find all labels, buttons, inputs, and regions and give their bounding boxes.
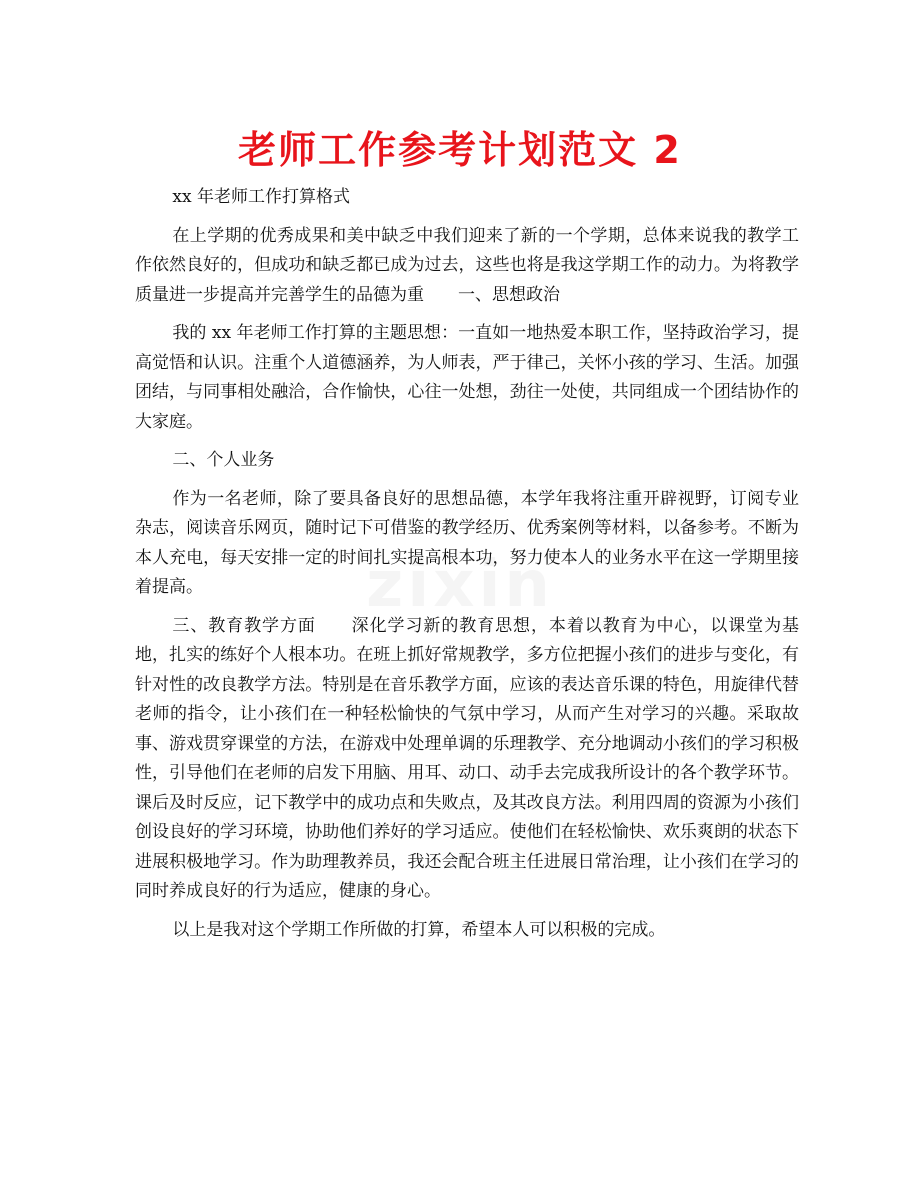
paragraph-teaching: 三、教育教学方面 深化学习新的教育思想，本着以教育为中心，以课堂为基地，扎实的练好个人根本功。在班上抓好常规教学，多方位把握小孩们的进步与变化，有针对性的改良教学方法。特别是在音乐教学方面，应该的表达音乐课的特色，用旋律代替老师的指令，让小孩们在一种轻松愉快的气氛中学习，从而产生对学习的兴趣。采取故事、游戏贯穿课堂的方法，在游戏中处理单调的乐理教学、充分地调动小孩们的学习积极性，引导他们在老师的启发下用脑、用耳、动口、动手去完成我所设计的各个教学环节。课后及时反应，记下教学中的成功点和失败点，及其改良方法。利用四周的资源为小孩们创设良好的学习环境，协助他们养好的学习适应。使他们在轻松愉快、欢乐爽朗的状态下进展积极地学习。作为助理教养员，我还会配合班主任进展日常治理，让小孩们在学习的同时养成良好的行为适应，健康的身心。: [135, 615, 799, 901]
section-heading-personal-business: 二、个人业务: [172, 450, 275, 470]
paragraph-conclusion: 以上是我对这个学期工作所做的打算，希望本人可以积极的完成。: [172, 919, 666, 940]
paragraph-format-heading: xx 年老师工作打算格式: [172, 187, 350, 207]
document-body: [135, 183, 799, 954]
paragraph-ideology: 我的 xx 年老师工作打算的主题思想：一直如一地热爱本职工作，坚持政治学习，提高觉悟和认识。注重个人道德涵养，为人师表，严于律己，关怀小孩的学习、生活。加强团结，与同事相处融洽，合作愉快，心往一处想，劲往一处使，共同组成一个团结协作的大家庭。: [135, 323, 799, 432]
paragraph-intro: 在上学期的优秀成果和美中缺乏中我们迎来了新的一个学期，总体来说我的教学工作依然良好的，但成功和缺乏都已成为过去，这些也将是我这学期工作的动力。为将教学质量进一步提高并完善学生的品德为重 一、思想政治: [135, 225, 799, 305]
paragraph-personal-business: 作为一名老师，除了要具备良好的思想品德，本学年我将注重开辟视野，订阅专业杂志，阅读音乐网页，随时记下可借鉴的教学经历、优秀案例等材料，以备参考。不断为本人充电，每天安排一定的时间扎实提高根本功，努力使本人的业务水平在这一学期里接着提高。: [135, 488, 799, 597]
watermark: zixin: [366, 548, 554, 622]
document-title: 老师工作参考计划范文 2: [238, 128, 682, 172]
